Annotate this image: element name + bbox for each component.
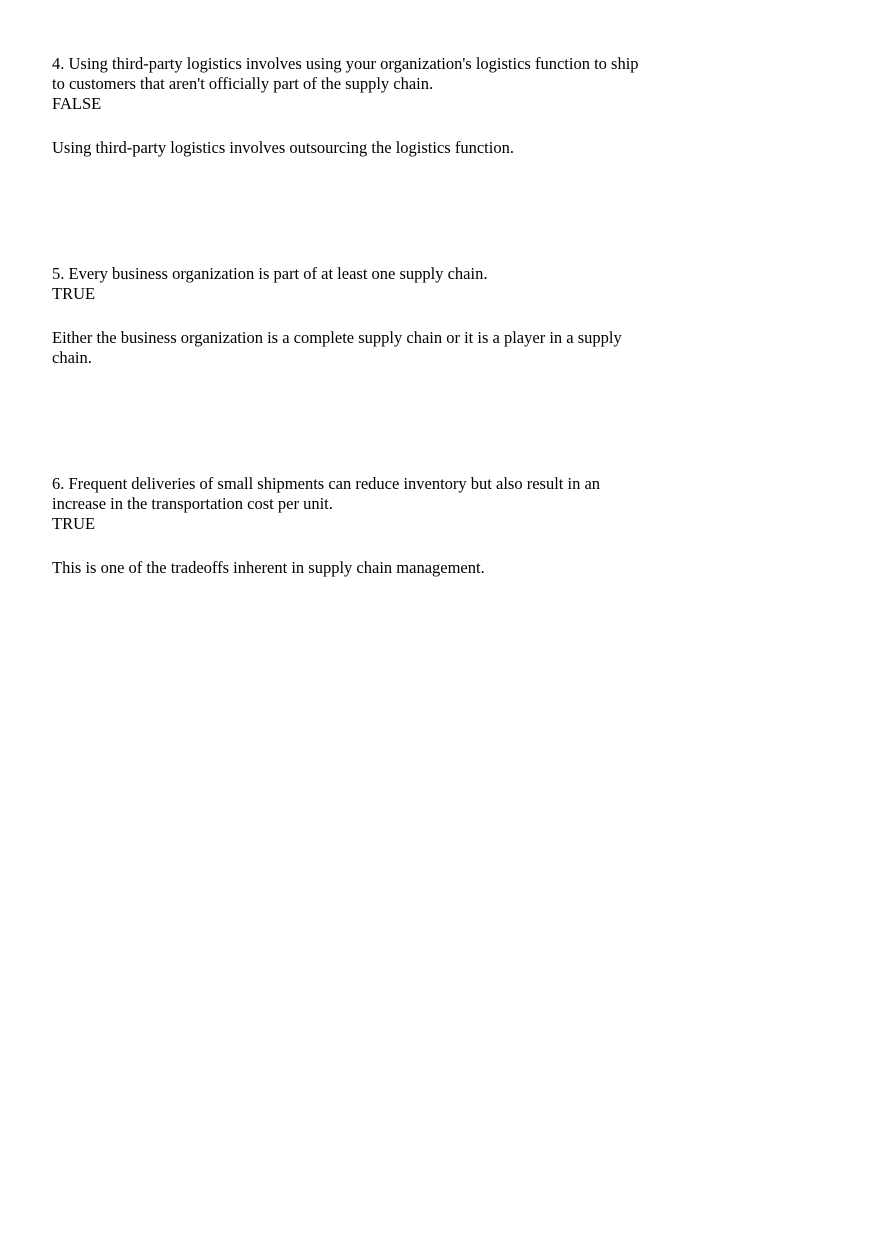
question-4-text: 4. Using third-party logistics involves using your organization's logistics function to ship to customers that aren't officially part of the supply chain. [52, 54, 639, 93]
question-4-explanation: Using third-party logistics involves outsourcing the logistics function. [52, 138, 514, 157]
question-5-answer: TRUE [52, 284, 96, 303]
question-6-text: 6. Frequent deliveries of small shipments can reduce inventory but also result in an increase in the transportation cost per unit. [52, 474, 601, 513]
question-5-text: 5. Every business organization is part of at least one supply chain. [52, 264, 488, 283]
question-5 [52, 264, 692, 368]
question-4 [52, 54, 692, 158]
question-6-answer: TRUE [52, 514, 96, 533]
question-6-explanation: This is one of the tradeoffs inherent in supply chain management. [52, 558, 485, 577]
question-6 [52, 474, 692, 578]
question-4-answer: FALSE [52, 94, 102, 113]
question-5-explanation: Either the business organization is a complete supply chain or it is a player in a supply chain. [52, 328, 622, 367]
